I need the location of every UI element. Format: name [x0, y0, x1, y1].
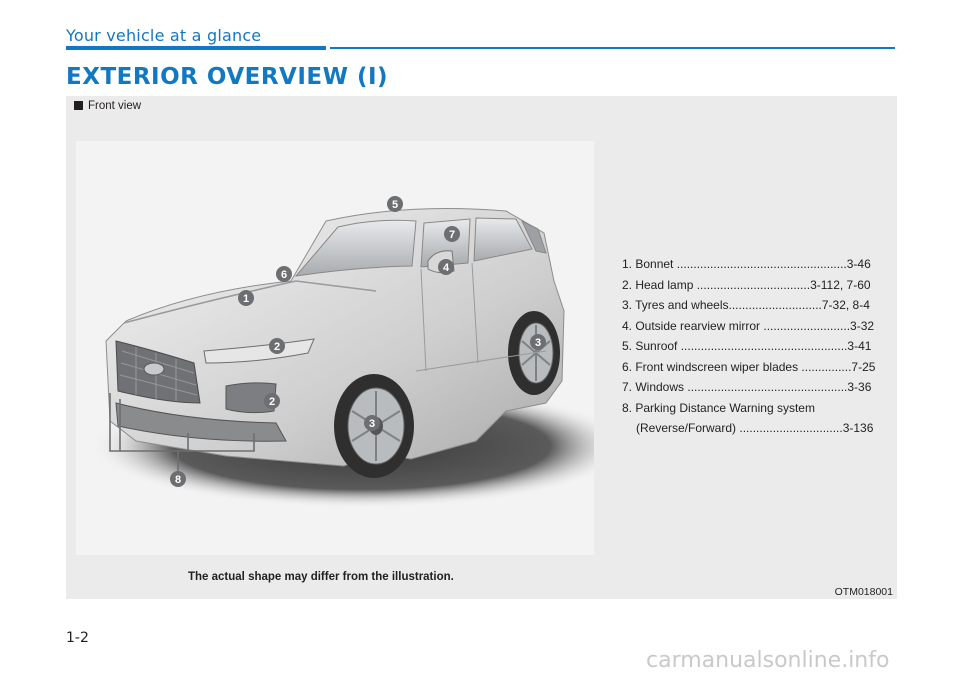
section-title: Your vehicle at a glance [66, 26, 262, 45]
callout-3-front [364, 415, 380, 431]
svg-text:3: 3 [534, 337, 542, 349]
callout-2-upper [269, 338, 285, 354]
brand-emblem [144, 363, 164, 375]
svg-text:5: 5 [391, 199, 399, 211]
component-legend [622, 254, 894, 439]
legend-item: 2. Head lamp ..................................3-112, 7-60 [622, 277, 871, 292]
vehicle-illustration [76, 141, 594, 555]
svg-text:2: 2 [268, 396, 276, 408]
legend-item: 4. Outside rearview mirror ..........................3-32 [622, 318, 875, 333]
callout-8 [170, 471, 186, 487]
figure-panel [66, 96, 897, 599]
svg-text:8: 8 [174, 474, 182, 486]
figure-code: OTM018001 [834, 586, 893, 598]
callout-3-rear [530, 334, 546, 350]
illustration-note: The actual shape may differ from the illustration. [188, 571, 454, 583]
legend-item: 1. Bonnet ...................................................3-46 [622, 257, 871, 271]
section-rule-thick [66, 46, 326, 50]
callout-6 [276, 266, 292, 282]
page-number: 1-2 [66, 630, 89, 646]
svg-text:7: 7 [448, 229, 456, 241]
svg-text:6: 6 [280, 269, 288, 281]
svg-text:3: 3 [368, 418, 376, 430]
view-label-text: Front view [88, 100, 142, 112]
callout-7 [444, 226, 460, 242]
square-bullet-icon [74, 101, 83, 110]
svg-text:2: 2 [273, 341, 281, 353]
legend-item [622, 398, 894, 439]
legend-item: 7. Windows ................................................3-36 [622, 380, 872, 394]
legend-item: 3. Tyres and wheels............................7-32, 8-4 [622, 298, 870, 312]
view-label [74, 100, 141, 112]
legend-item-continuation: (Reverse/Forward) ...............................3-136 [636, 421, 874, 435]
callout-1 [238, 290, 254, 306]
callout-2-lower [264, 393, 280, 409]
callout-4 [438, 259, 454, 275]
callout-5 [387, 196, 403, 212]
legend-item-line: 8. Parking Distance Warning system [622, 400, 815, 415]
suv-front-view-drawing [76, 141, 594, 555]
watermark: carmanualsonline.info [646, 648, 890, 673]
section-rule-thin [330, 47, 895, 49]
legend-item: 5. Sunroof ..................................................3-41 [622, 339, 872, 353]
legend-item: 6. Front windscreen wiper blades ...............7-25 [622, 359, 876, 374]
svg-text:4: 4 [442, 262, 450, 274]
svg-text:1: 1 [242, 293, 250, 305]
page-heading: EXTERIOR OVERVIEW (I) [66, 64, 389, 90]
